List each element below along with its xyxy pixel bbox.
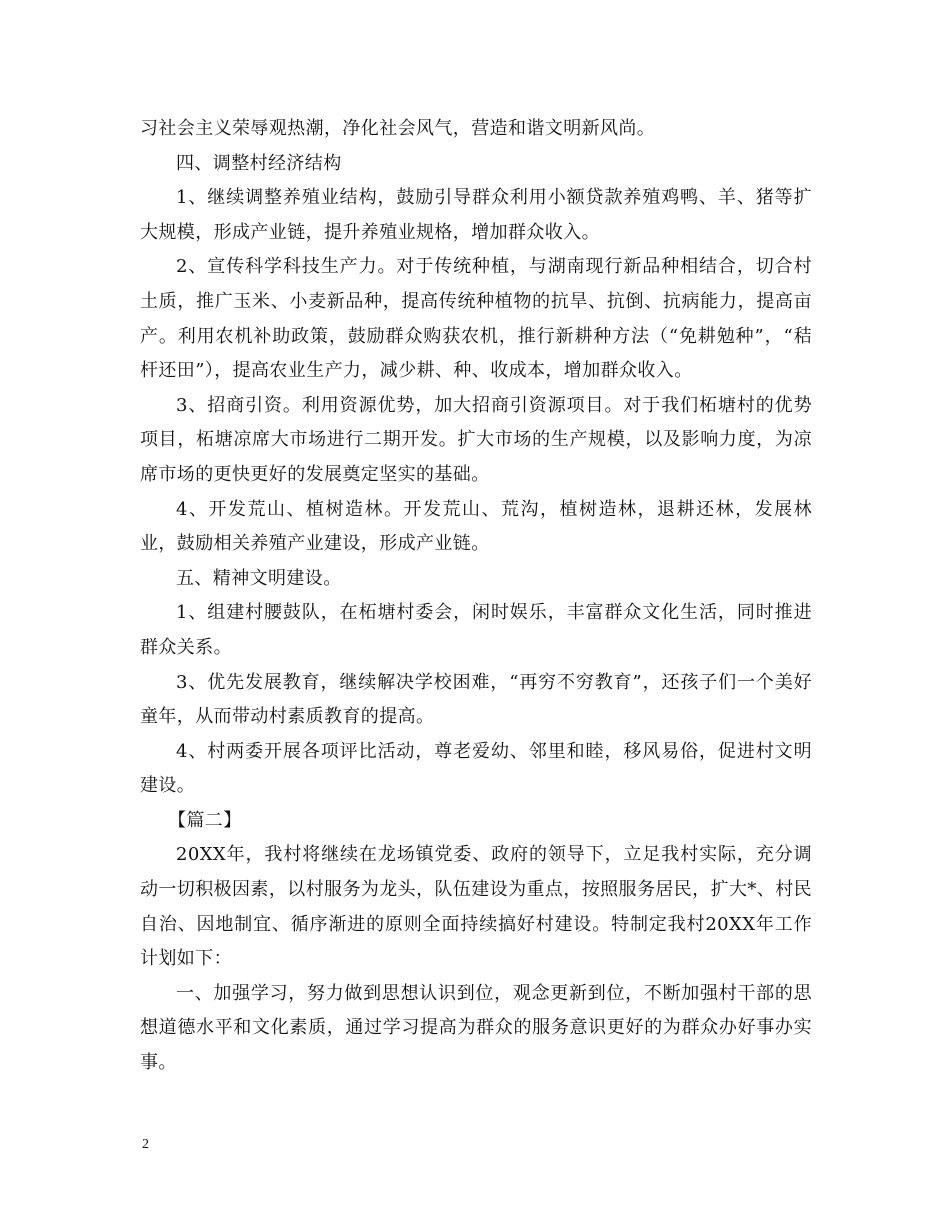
paragraph-technology: 2、宣传科学科技生产力。对于传统种植，与湖南现行新品种相结合，切合村土质，推广玉米、小麦新品种，提高传统种植物的抗旱、抗倒、抗病能力，提高亩产。利用农机补助政策，鼓励群众购获农机，推行新耕种方法（“免耕勉种”，“秸杆还田”），提高农业生产力，减少耕、种、收成本，增加群众收入。 <box>140 256 812 382</box>
paragraph-annual-plan: 20XX年，我村将继续在龙场镇党委、政府的领导下，立足我村实际，充分调动一切积极因素，以村服务为龙头，队伍建设为重点，按照服务居民，扩大*、村民自治、因地制宜、循序渐进的原则全面持续搞好村建设。特制定我村20XX年工作计划如下： <box>140 844 812 970</box>
paragraph-education: 3、优先发展教育，继续解决学校困难，“再穷不穷教育”，还孩子们一个美好童年，从而带动村素质教育的提高。 <box>140 671 812 728</box>
paragraph-study: 一、加强学习，努力做到思想认识到位，观念更新到位，不断加强村干部的思想道德水平和文化素质，通过学习提高为群众的服务意识更好的为群众办好事办实事。 <box>140 982 812 1074</box>
paragraph-drum-team: 1、组建村腰鼓队，在柘塘村委会，闲时娱乐，丰富群众文化生活，同时推进群众关系。 <box>140 602 812 658</box>
page-number: 2 <box>142 1137 149 1152</box>
document-body <box>140 112 812 1081</box>
paragraph-evaluation: 4、村两委开展各项评比活动，尊老爱幼、邻里和睦，移风易俗，促进村文明建设。 <box>140 740 812 797</box>
paragraph-continuation: 习社会主义荣辱观热潮，净化社会风气，营造和谐文明新风尚。 <box>140 118 656 139</box>
paragraph-breeding: 1、继续调整养殖业结构，鼓励引导群众利用小额贷款养殖鸡鸭、羊、猪等扩大规模，形成产业链，提升养殖业规格，增加群众收入。 <box>140 187 812 243</box>
paragraph-afforestation: 4、开发荒山、植树造林。开发荒山、荒沟，植树造林，退耕还林，发展林业，鼓励相关养殖产业建设，形成产业链。 <box>140 498 812 555</box>
section-heading-civilization: 五、精神文明建设。 <box>176 567 342 589</box>
paragraph-investment: 3、招商引资。利用资源优势，加大招商引资源项目。对于我们柘塘村的优势项目，柘塘凉席大市场进行二期开发。扩大市场的生产规模，以及影响力度，为凉席市场的更快更好的发展奠定坚实的基础。 <box>140 394 812 485</box>
section-heading-economy: 四、调整村经济结构 <box>176 152 342 174</box>
chapter-heading-part-two: 【篇二】 <box>168 809 242 831</box>
